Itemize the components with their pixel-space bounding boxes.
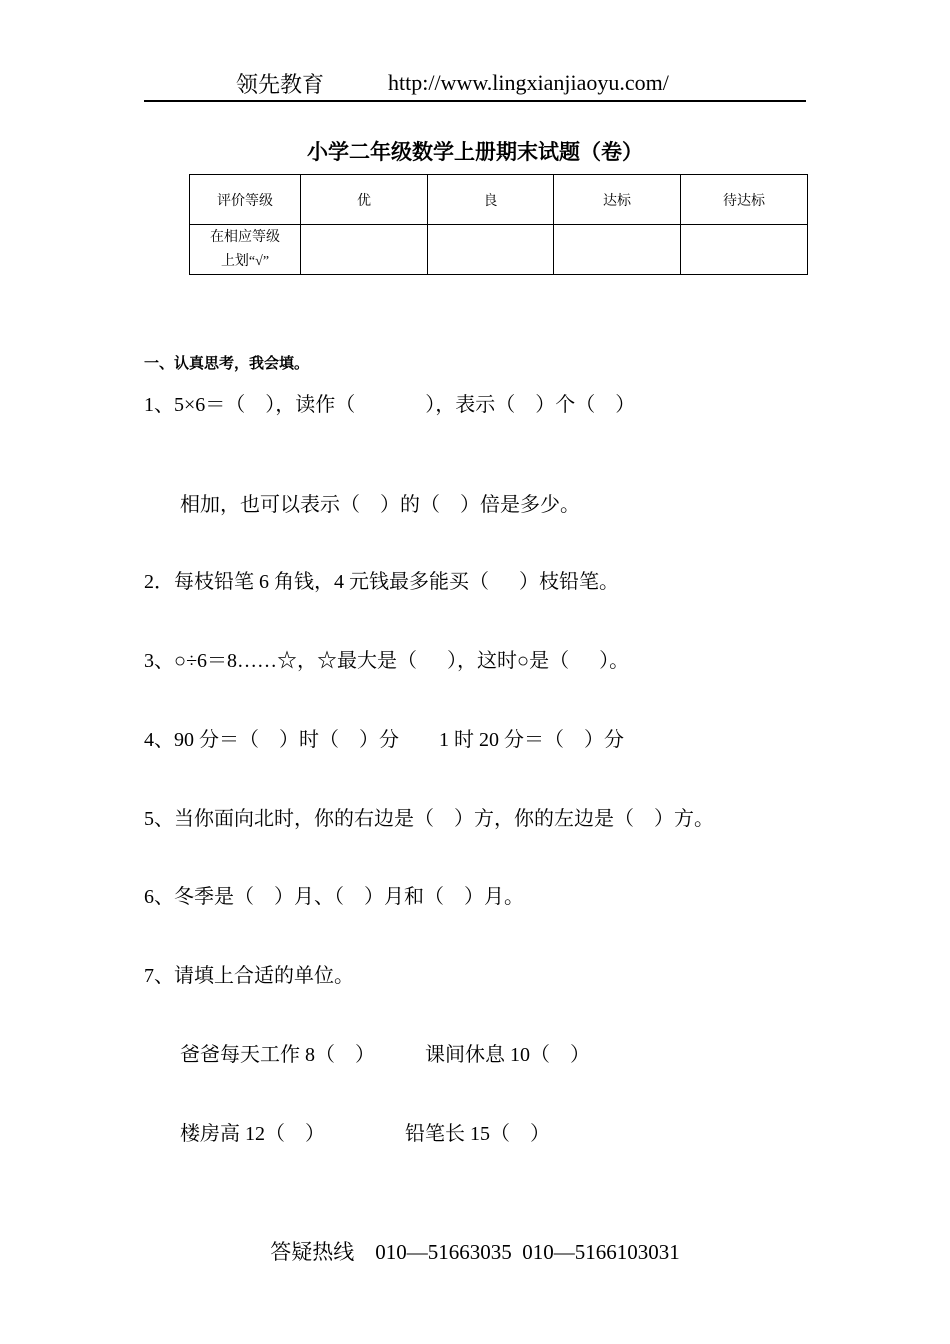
question-4: 4、90 分＝（ ）时（ ）分 1 时 20 分＝（ ）分 (144, 729, 624, 751)
brand-name: 领先教育 (236, 72, 325, 97)
grade-row-header (190, 175, 808, 225)
header-url[interactable]: http://www.lingxianjiaoyu.com/ (388, 70, 669, 95)
grade-mark-cell-pass[interactable] (554, 225, 681, 275)
page-footer-hotline: 答疑热线 010—51663035 010—5166103031 (270, 1240, 680, 1264)
grade-row-mark (190, 225, 808, 275)
page-header (144, 68, 806, 102)
question-1-line-1: 1、5×6＝（ ），读作（ ），表示（ ）个（ ） (144, 394, 636, 416)
grade-cell-good: 良 (428, 175, 554, 225)
question-5: 5、当你面向北时，你的右边是（ ）方，你的左边是（ ）方。 (144, 808, 714, 830)
grade-cell-label: 评价等级 (190, 175, 301, 225)
section-heading: 一、认真思考，我会填。 (144, 354, 310, 372)
grade-mark-label-line2: 上划“√” (220, 253, 270, 269)
grade-mark-cell-good[interactable] (428, 225, 554, 275)
page-title: 小学二年级数学上册期末试题（卷） (307, 140, 643, 164)
question-1-line-2: 相加，也可以表示（ ）的（ ）倍是多少。 (180, 494, 580, 516)
question-7: 7、请填上合适的单位。 (144, 965, 354, 987)
question-3: 3、○÷6＝8……☆，☆最大是（ ），这时○是（ ）。 (144, 650, 630, 672)
question-6: 6、冬季是（ ）月、（ ）月和（ ）月。 (144, 886, 524, 908)
grade-mark-cell-excellent[interactable] (301, 225, 428, 275)
question-2: 2．每枝铅笔 6 角钱，4 元钱最多能买（ ）枝铅笔。 (144, 571, 619, 593)
question-7-item-a: 爸爸每天工作 8（ ） 课间休息 10（ ） (180, 1044, 590, 1066)
grade-mark-label (190, 225, 301, 275)
grade-mark-label-line1: 在相应等级 (210, 229, 280, 245)
grade-cell-needs-work: 待达标 (681, 175, 808, 225)
question-7-item-b: 楼房高 12（ ） 铅笔长 15（ ） (180, 1123, 550, 1145)
grade-mark-cell-needs-work[interactable] (681, 225, 808, 275)
grade-cell-pass: 达标 (554, 175, 681, 225)
grade-table (189, 174, 808, 275)
grade-cell-excellent: 优 (301, 175, 428, 225)
